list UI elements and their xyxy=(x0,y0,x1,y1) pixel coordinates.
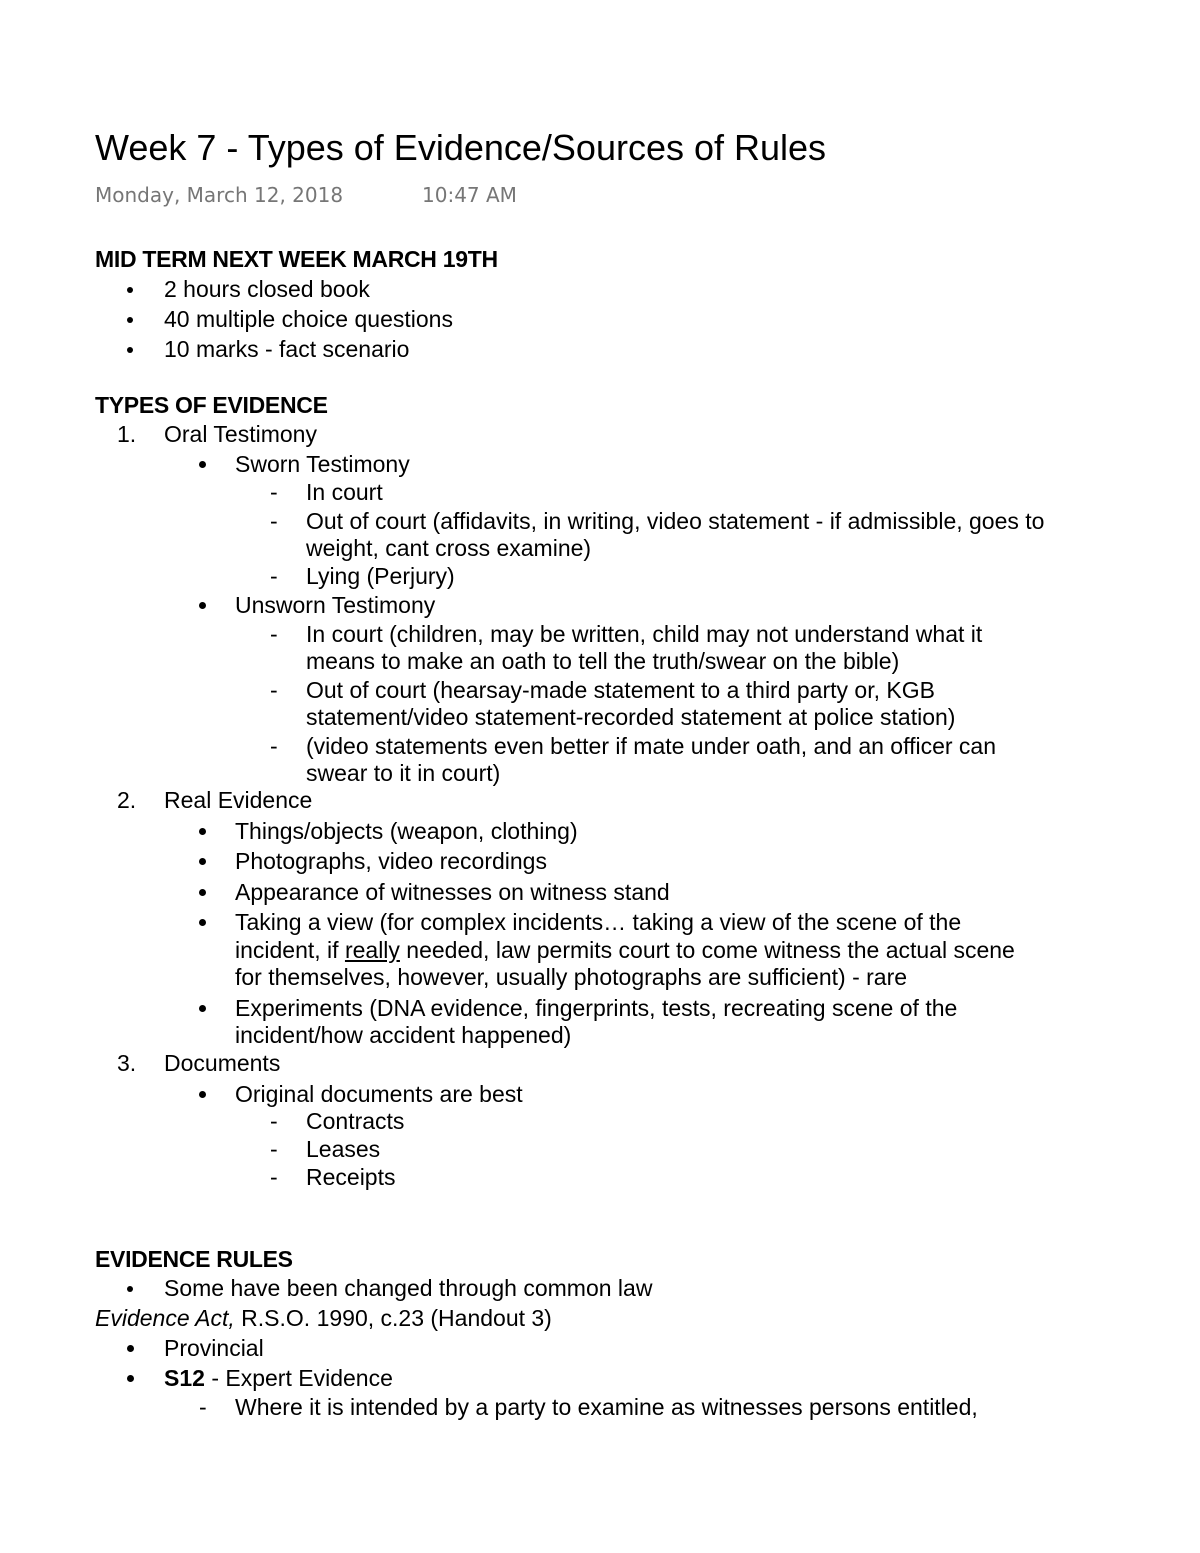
section-title: - Expert Evidence xyxy=(204,1365,393,1391)
real-item-text: needed, law permits court to come witness the actual scene xyxy=(399,937,1015,963)
bullet-icon xyxy=(199,858,206,865)
bullet-icon xyxy=(127,1286,133,1292)
note-time: 10:47 AM xyxy=(422,183,517,207)
act-title: Evidence Act, xyxy=(95,1305,235,1331)
real-item: Taking a view (for complex incidents… taking a view of the scene of the xyxy=(235,909,962,935)
bullet-icon xyxy=(199,602,206,609)
underlined-word: really xyxy=(344,937,400,963)
real-item: Photographs, video recordings xyxy=(235,848,547,874)
list-number: 1. xyxy=(117,421,137,447)
types-heading: TYPES OF EVIDENCE xyxy=(95,392,328,418)
unsworn-item: In court (children, may be written, child may not understand what it xyxy=(306,621,983,647)
bullet-icon xyxy=(199,889,206,896)
bullet-icon xyxy=(127,317,133,323)
dash-marker: - xyxy=(270,479,278,505)
bullet-icon xyxy=(127,1375,134,1382)
oral-testimony-label: Oral Testimony xyxy=(164,421,317,447)
midterm-item: 10 marks - fact scenario xyxy=(164,336,410,362)
dash-marker: - xyxy=(199,1394,207,1420)
unsworn-item-cont: statement/video statement-recorded statement at police station) xyxy=(306,704,956,730)
list-number: 2. xyxy=(117,787,137,813)
documents-subitem: Contracts xyxy=(306,1108,405,1134)
bullet-icon xyxy=(127,287,133,293)
sworn-item: Out of court (affidavits, in writing, video statement - if admissible, goes to xyxy=(306,508,1045,534)
real-evidence-label: Real Evidence xyxy=(164,787,313,813)
sworn-item: In court xyxy=(306,479,383,505)
documents-subitem: Receipts xyxy=(306,1164,396,1190)
bullet-icon xyxy=(199,461,206,468)
note-date: Monday, March 12, 2018 xyxy=(95,183,344,207)
sworn-item: Lying (Perjury) xyxy=(306,563,455,589)
bullet-icon xyxy=(199,828,206,835)
unsworn-item-cont: swear to it in court) xyxy=(306,760,501,786)
unsworn-item: (video statements even better if mate under oath, and an officer can xyxy=(306,733,996,759)
real-item-cont: incident/how accident happened) xyxy=(235,1022,572,1048)
real-item-cont: for themselves, however, usually photographs are sufficient) - rare xyxy=(235,964,908,990)
evidence-act-line xyxy=(95,1304,552,1332)
dash-marker: - xyxy=(270,1108,278,1134)
bullet-icon xyxy=(199,1091,206,1098)
bullet-icon xyxy=(127,347,133,353)
sworn-testimony-label: Sworn Testimony xyxy=(235,451,410,477)
bullet-icon xyxy=(199,1005,206,1012)
rules-heading: EVIDENCE RULES xyxy=(95,1246,293,1272)
dash-marker: - xyxy=(270,733,278,759)
list-number: 3. xyxy=(117,1050,137,1076)
act-citation: R.S.O. 1990, c.23 (Handout 3) xyxy=(234,1305,552,1331)
dash-marker: - xyxy=(270,621,278,647)
documents-item: Original documents are best xyxy=(235,1081,523,1107)
unsworn-testimony-label: Unsworn Testimony xyxy=(235,592,436,618)
dash-marker: - xyxy=(270,1164,278,1190)
section-number: S12 xyxy=(164,1365,205,1391)
bullet-icon xyxy=(199,919,206,926)
sworn-item-cont: weight, cant cross examine) xyxy=(306,535,592,561)
dash-marker: - xyxy=(270,563,278,589)
documents-label: Documents xyxy=(164,1050,281,1076)
dash-marker: - xyxy=(270,508,278,534)
s12-item xyxy=(164,1364,393,1392)
unsworn-item: Out of court (hearsay-made statement to a third party or, KGB xyxy=(306,677,935,703)
real-item: Things/objects (weapon, clothing) xyxy=(235,818,578,844)
bullet-icon xyxy=(127,1345,134,1352)
dash-marker: - xyxy=(270,1136,278,1162)
documents-subitem: Leases xyxy=(306,1136,381,1162)
unsworn-item-cont: means to make an oath to tell the truth/swear on the bible) xyxy=(306,648,900,674)
dash-marker: - xyxy=(270,677,278,703)
midterm-item: 2 hours closed book xyxy=(164,276,370,302)
provincial-item: Provincial xyxy=(164,1335,264,1361)
s12-subitem: Where it is intended by a party to examine as witnesses persons entitled, xyxy=(235,1394,978,1420)
real-item-text: incident, if xyxy=(235,937,345,963)
real-item: Appearance of witnesses on witness stand xyxy=(235,879,670,905)
rules-item: Some have been changed through common law xyxy=(164,1275,653,1301)
page-title: Week 7 - Types of Evidence/Sources of Rules xyxy=(95,127,827,168)
midterm-heading: MID TERM NEXT WEEK MARCH 19TH xyxy=(95,246,498,272)
midterm-item: 40 multiple choice questions xyxy=(164,306,453,332)
real-item-cont xyxy=(235,936,1015,964)
real-item: Experiments (DNA evidence, fingerprints, tests, recreating scene of the xyxy=(235,995,958,1021)
